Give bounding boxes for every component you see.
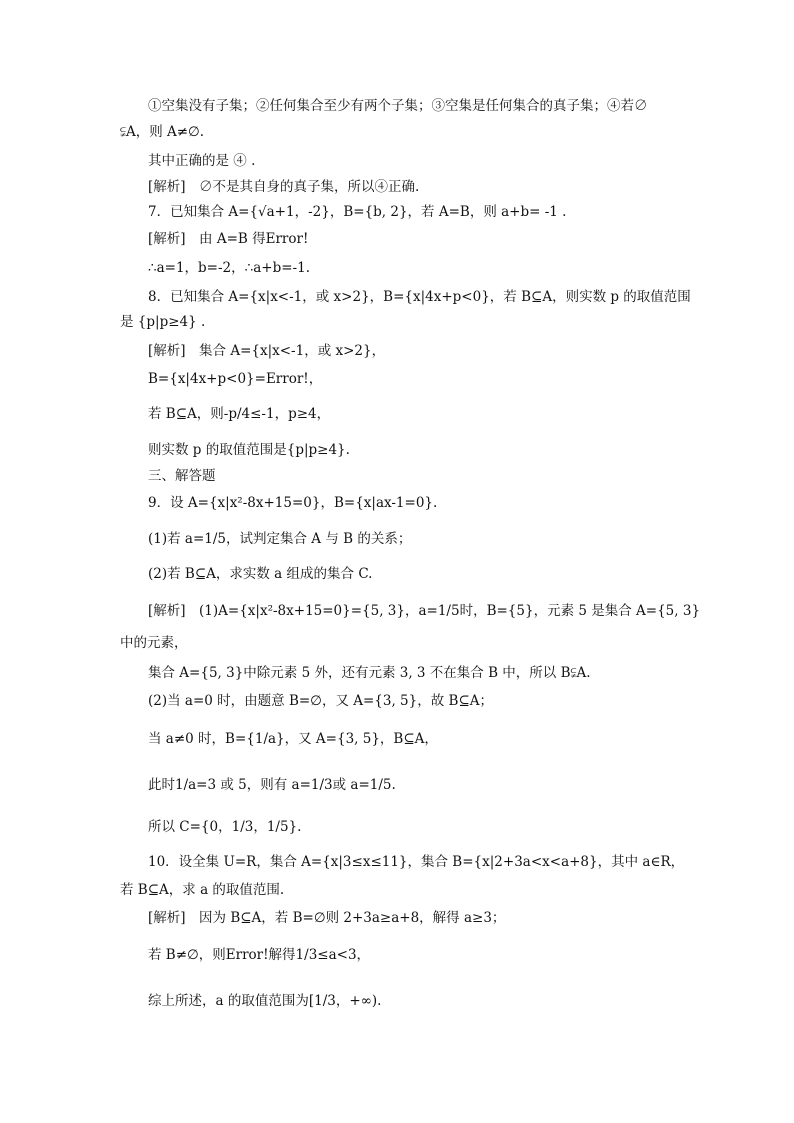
text-line: [解析] 集合 A={x|x<-1，或 x>2}， [148, 343, 386, 359]
text-line: (2)当 a=0 时，由题意 B=∅，又 A={3, 5}，故 B⊆A； [148, 693, 494, 709]
text-line: 8．已知集合 A={x|x<-1，或 x>2}，B={x|4x+p<0}，若 B⊆A，则实数 p 的取值范围 [148, 289, 691, 305]
text-line: B={x|4x+p<0}=Error!， [148, 371, 323, 387]
text-line: 综上所述，a 的取值范围为[1/3，+∞). [148, 993, 382, 1009]
text-line: [解析] ∅不是其自身的真子集，所以④正确. [148, 179, 420, 195]
text-line: ①空集没有子集；②任何集合至少有两个子集；③空集是任何集合的真子集；④若∅ [148, 98, 648, 114]
text-line: ∴a=1，b=-2，∴a+b=-1. [148, 260, 310, 276]
text-line: 7．已知集合 A={√a+1，-2}，B={b, 2}，若 A=B，则 a+b= -1 . [148, 204, 567, 220]
text-line: [解析] 因为 B⊆A，若 B=∅则 2+3a≥a+8，解得 a≥3； [148, 910, 506, 926]
text-line: 集合 A={5, 3}中除元素 5 外，还有元素 3, 3 不在集合 B 中，所以 B⫋A. [148, 665, 591, 681]
section-heading: 三、解答题 [148, 468, 216, 484]
text-line: ⫋A，则 A≠∅. [120, 124, 205, 140]
text-line: (1)若 a=1/5，试判定集合 A 与 B 的关系； [148, 531, 412, 547]
text-line: 则实数 p 的取值范围是{p|p≥4}. [148, 442, 350, 458]
text-line: [解析] 由 A=B 得Error! [148, 231, 309, 247]
text-line: (2)若 B⊆A，求实数 a 组成的集合 C. [148, 566, 373, 582]
text-line: 当 a≠0 时，B={1/a}，又 A={3, 5}，B⊆A， [148, 731, 438, 747]
text-line: 若 B⊆A，求 a 的取值范围. [120, 882, 285, 898]
text-line: [解析] (1)A={x|x²-8x+15=0}={5, 3}，a=1/5时，B={5}，元素 5 是集合 A={5, 3} [148, 603, 701, 619]
text-line: 9．设 A={x|x²-8x+15=0}，B={x|ax-1=0}. [148, 495, 438, 511]
text-line: 此时1/a=3 或 5，则有 a=1/3或 a=1/5. [148, 777, 396, 793]
text-line: 是 {p|p≥4} . [120, 314, 206, 330]
text-line: 若 B≠∅，则Error!解得1/3≤a<3， [148, 947, 371, 963]
text-line: 所以 C={0，1/3，1/5}. [148, 819, 302, 835]
text-line: 若 B⊆A，则-p/4≤-1，p≥4， [148, 406, 331, 422]
text-line: 中的元素， [120, 635, 188, 651]
text-line: 其中正确的是 ④ . [148, 153, 256, 169]
text-line: 10．设全集 U=R，集合 A={x|3≤x≤11}，集合 B={x|2+3a<x<a+8}，其中 a∈R， [148, 854, 685, 870]
